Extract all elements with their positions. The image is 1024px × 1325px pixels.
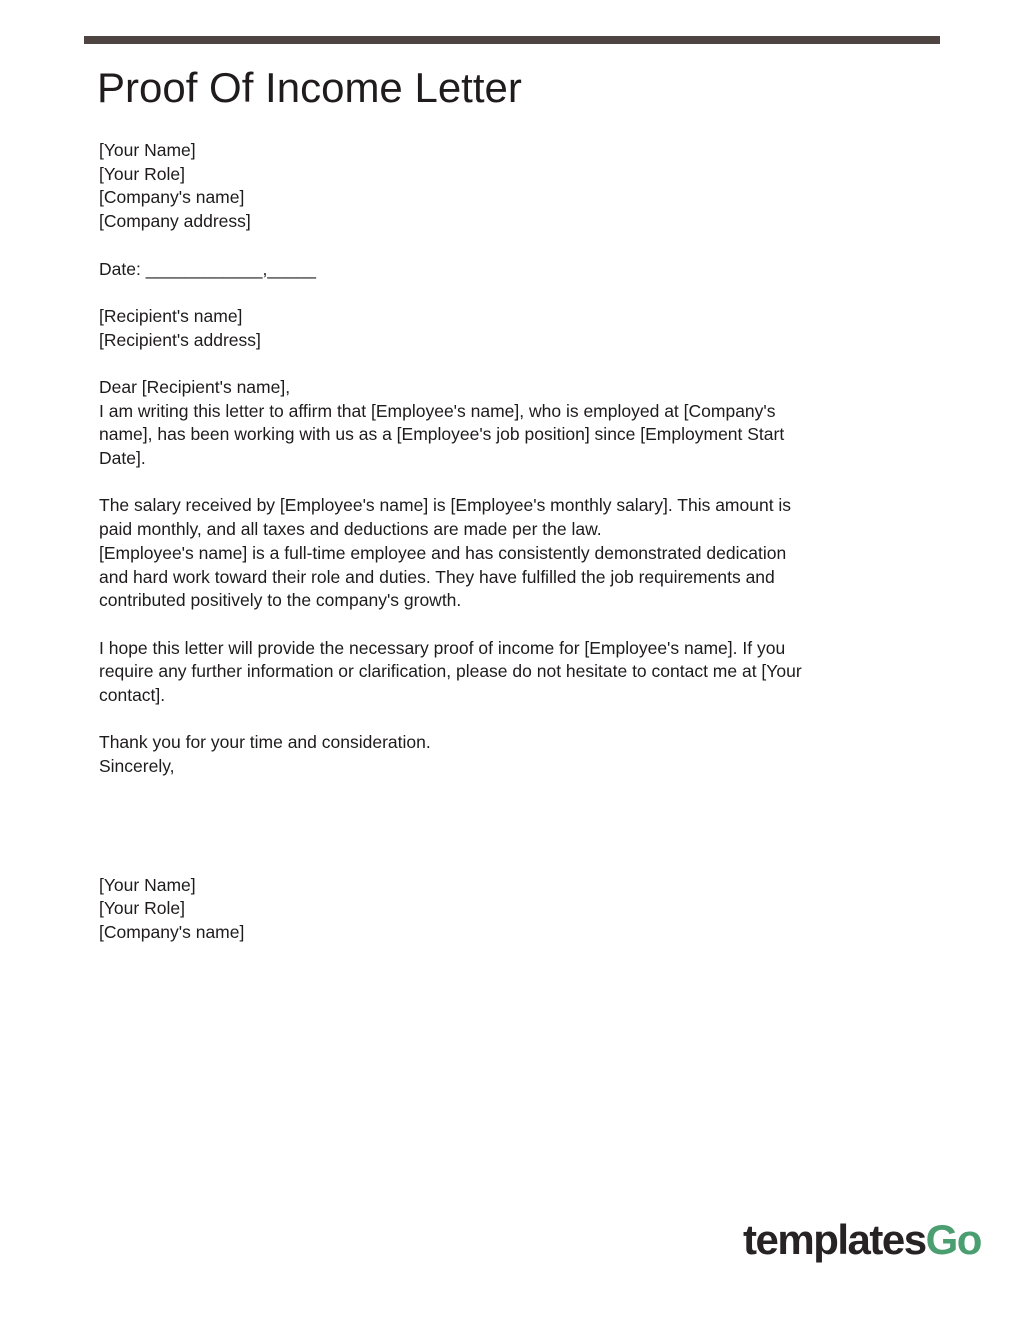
recipient-name: [Recipient's name]	[99, 305, 243, 326]
salary-line-4: and hard work toward their role and duties. They have fulfilled the job requirements and	[99, 566, 775, 587]
opening-paragraph	[99, 376, 911, 471]
opening-line-2: name], has been working with us as a [Employee's job position] since [Employment Start	[99, 424, 785, 445]
top-divider-bar	[84, 36, 940, 44]
sender-role: [Your Role]	[99, 163, 185, 184]
salary-line-1: The salary received by [Employee's name] is [Employee's monthly salary]. This amount is	[99, 495, 792, 516]
recipient-block	[99, 305, 911, 352]
opening-line-1: I am writing this letter to affirm that [Employee's name], who is employed at [Company's	[99, 400, 776, 421]
salary-line-5: contributed positively to the company's growth.	[99, 590, 462, 611]
sender-company-name: [Company's name]	[99, 187, 245, 208]
sender-company-address: [Company address]	[99, 211, 251, 232]
sincerely-line: Sincerely,	[99, 756, 175, 777]
closing-line-1: I hope this letter will provide the necessary proof of income for [Employee's name]. If you	[99, 637, 786, 658]
logo-text-go: Go	[925, 1216, 981, 1263]
closing-line-3: contact].	[99, 685, 166, 706]
signature-company-name: [Company's name]	[99, 922, 245, 943]
date-block	[99, 258, 911, 282]
salary-paragraph	[99, 494, 911, 613]
date-line: Date: ____________,_____	[99, 258, 317, 279]
templatesgo-logo	[743, 1216, 981, 1264]
logo-text-templates: templates	[743, 1216, 926, 1263]
signature-name: [Your Name]	[99, 874, 196, 895]
page-title: Proof Of Income Letter	[97, 64, 522, 111]
salutation-line: Dear [Recipient's name],	[99, 376, 291, 397]
thanks-line: Thank you for your time and consideration.	[99, 732, 431, 753]
recipient-address: [Recipient's address]	[99, 329, 261, 350]
sender-block	[99, 139, 911, 234]
salary-line-3: [Employee's name] is a full-time employee and has consistently demonstrated dedication	[99, 542, 787, 563]
letter-body	[99, 139, 911, 945]
signature-block	[99, 874, 911, 945]
thanks-block	[99, 731, 911, 778]
closing-line-2: require any further information or clarification, please do not hesitate to contact me at [Your	[99, 661, 802, 682]
opening-line-3: Date].	[99, 448, 146, 469]
signature-role: [Your Role]	[99, 898, 185, 919]
salary-line-2: paid monthly, and all taxes and deductions are made per the law.	[99, 519, 602, 540]
closing-paragraph	[99, 637, 911, 708]
sender-name: [Your Name]	[99, 140, 196, 160]
